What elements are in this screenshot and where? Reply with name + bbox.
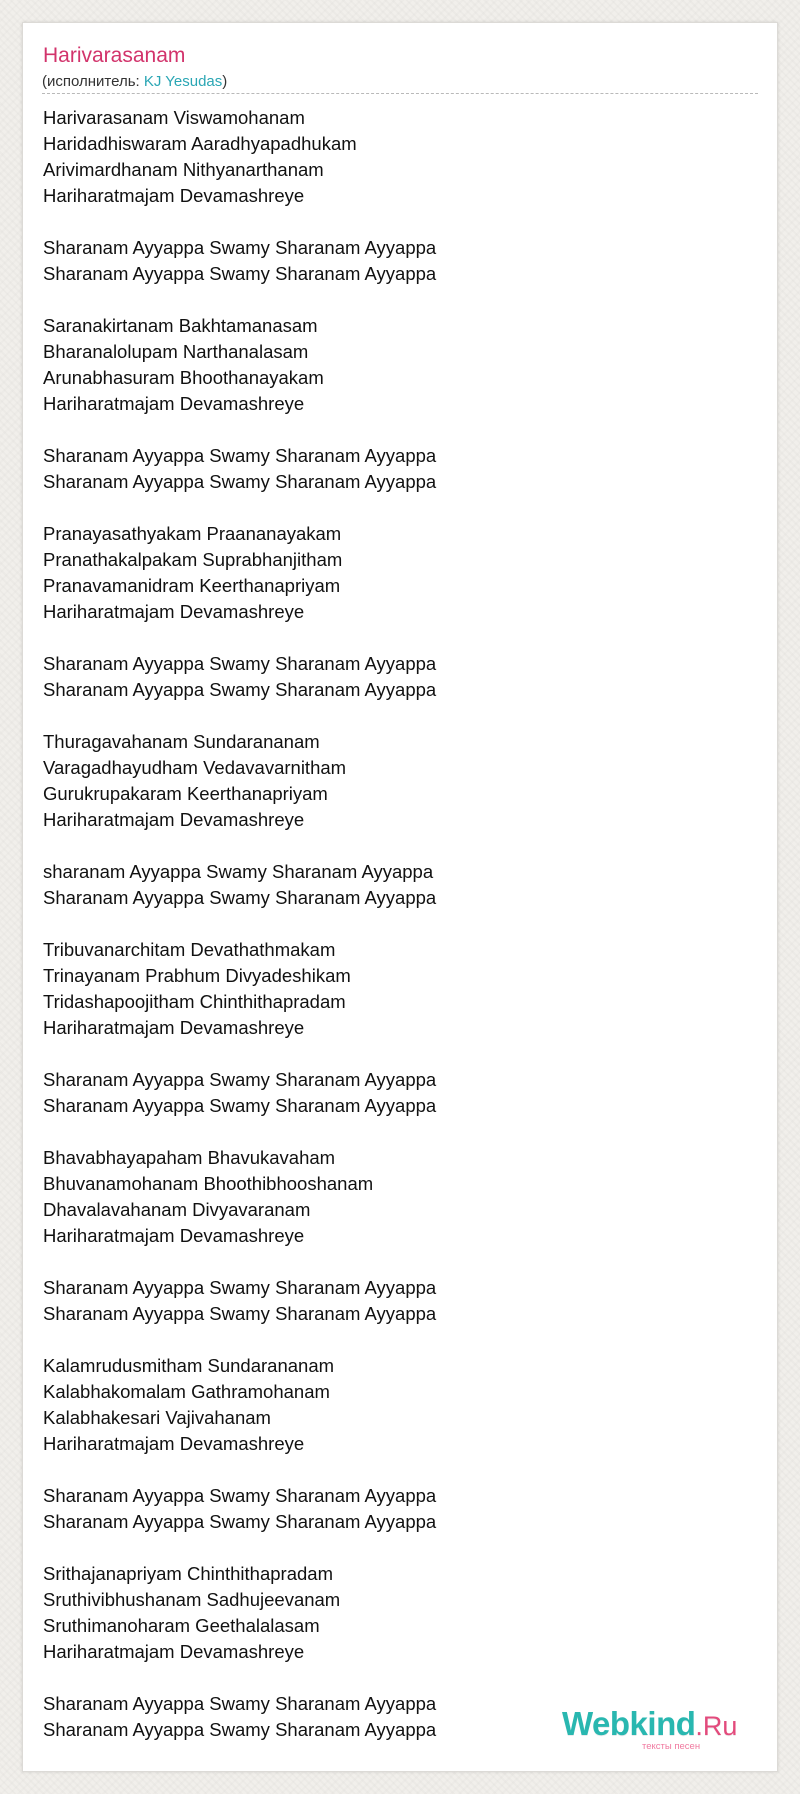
lyrics-stanza bbox=[43, 1561, 743, 1665]
lyric-line: Sruthivibhushanam Sadhujeevanam bbox=[43, 1589, 341, 1610]
lyrics-stanza bbox=[43, 1353, 743, 1457]
lyric-line: Hariharatmajam Devamashreye bbox=[43, 185, 305, 206]
lyric-line: Sharanam Ayyappa Swamy Sharanam Ayyappa bbox=[43, 1485, 437, 1506]
lyric-line: Sharanam Ayyappa Swamy Sharanam Ayyappa bbox=[43, 263, 437, 284]
lyrics-stanza bbox=[43, 1275, 743, 1327]
lyric-line: Srithajanapriyam Chinthithapradam bbox=[43, 1563, 333, 1584]
lyric-line: Hariharatmajam Devamashreye bbox=[43, 1225, 305, 1246]
lyrics-stanza bbox=[43, 1483, 743, 1535]
lyric-line: Gurukrupakaram Keerthanapriyam bbox=[43, 783, 328, 804]
lyric-line: Trinayanam Prabhum Divyadeshikam bbox=[43, 965, 351, 986]
lyrics-stanza bbox=[43, 313, 743, 417]
lyric-line: Thuragavahanam Sundarananam bbox=[43, 731, 320, 752]
lyric-line: Dhavalavahanam Divyavaranam bbox=[43, 1199, 311, 1220]
lyric-line: Tridashapoojitham Chinthithapradam bbox=[43, 991, 346, 1012]
lyrics-stanza bbox=[43, 651, 743, 703]
lyric-line: Arivimardhanam Nithyanarthanam bbox=[43, 159, 324, 180]
lyrics-stanza bbox=[43, 729, 743, 833]
lyric-line: Sruthimanoharam Geethalalasam bbox=[43, 1615, 320, 1636]
lyrics-stanza bbox=[43, 937, 743, 1041]
lyrics-stanza bbox=[43, 105, 743, 209]
lyric-line: Bhuvanamohanam Bhoothibhooshanam bbox=[43, 1173, 374, 1194]
lyric-line: Sharanam Ayyappa Swamy Sharanam Ayyappa bbox=[43, 653, 437, 674]
lyric-line: Pranavamanidram Keerthanapriyam bbox=[43, 575, 341, 596]
lyrics-stanza bbox=[43, 1067, 743, 1119]
lyric-line: Sharanam Ayyappa Swamy Sharanam Ayyappa bbox=[43, 1693, 437, 1714]
artist-link[interactable]: KJ Yesudas bbox=[143, 73, 223, 90]
performer-prefix: (исполнитель: bbox=[42, 73, 144, 90]
lyrics-card bbox=[22, 22, 778, 1772]
logo-tagline: тексты песен bbox=[642, 1741, 701, 1752]
lyrics-stanza bbox=[43, 1145, 743, 1249]
lyric-line: Sharanam Ayyappa Swamy Sharanam Ayyappa bbox=[43, 679, 437, 700]
lyric-line: Harivarasanam Viswamohanam bbox=[43, 107, 305, 128]
lyric-line: Bhavabhayapaham Bhavukavaham bbox=[43, 1147, 336, 1168]
lyric-line: Bharanalolupam Narthanalasam bbox=[43, 341, 309, 362]
lyric-line: Haridadhiswaram Aaradhyapadhukam bbox=[43, 133, 357, 154]
lyric-line: Sharanam Ayyappa Swamy Sharanam Ayyappa bbox=[43, 445, 437, 466]
lyric-line: Hariharatmajam Devamashreye bbox=[43, 1433, 305, 1454]
lyric-line: Sharanam Ayyappa Swamy Sharanam Ayyappa bbox=[43, 1303, 437, 1324]
lyric-line: Kalabhakesari Vajivahanam bbox=[43, 1407, 271, 1428]
lyric-line: Saranakirtanam Bakhtamanasam bbox=[43, 315, 318, 336]
lyric-line: Sharanam Ayyappa Swamy Sharanam Ayyappa bbox=[43, 237, 437, 258]
logo-suffix: .Ru bbox=[695, 1711, 738, 1741]
lyric-line: Hariharatmajam Devamashreye bbox=[43, 601, 305, 622]
lyric-line: Sharanam Ayyappa Swamy Sharanam Ayyappa bbox=[43, 471, 437, 492]
lyric-line: Sharanam Ayyappa Swamy Sharanam Ayyappa bbox=[43, 1277, 437, 1298]
performer-line bbox=[42, 73, 227, 91]
lyric-line: Sharanam Ayyappa Swamy Sharanam Ayyappa bbox=[43, 1511, 437, 1532]
lyric-line: Kalamrudusmitham Sundarananam bbox=[43, 1355, 335, 1376]
lyrics-text bbox=[43, 105, 743, 1769]
lyric-line: Kalabhakomalam Gathramohanam bbox=[43, 1381, 330, 1402]
logo-name: Webkind bbox=[562, 1705, 696, 1742]
lyric-line: Pranathakalpakam Suprabhanjitham bbox=[43, 549, 343, 570]
lyric-line: Arunabhasuram Bhoothanayakam bbox=[43, 367, 324, 388]
lyrics-stanza bbox=[43, 521, 743, 625]
lyric-line: Varagadhayudham Vedavavarnitham bbox=[43, 757, 347, 778]
lyric-line: sharanam Ayyappa Swamy Sharanam Ayyappa bbox=[43, 861, 434, 882]
lyric-line: Sharanam Ayyappa Swamy Sharanam Ayyappa bbox=[43, 1719, 437, 1740]
song-title: Harivarasanam bbox=[43, 44, 186, 67]
site-logo[interactable] bbox=[562, 1706, 752, 1756]
lyric-line: Hariharatmajam Devamashreye bbox=[43, 809, 305, 830]
lyric-line: Hariharatmajam Devamashreye bbox=[43, 393, 305, 414]
lyrics-stanza bbox=[43, 859, 743, 911]
lyrics-stanza bbox=[43, 235, 743, 287]
performer-suffix: ) bbox=[222, 73, 228, 90]
lyric-line: Sharanam Ayyappa Swamy Sharanam Ayyappa bbox=[43, 887, 437, 908]
lyric-line: Sharanam Ayyappa Swamy Sharanam Ayyappa bbox=[43, 1095, 437, 1116]
lyrics-stanza bbox=[43, 443, 743, 495]
logo-wordmark bbox=[562, 1706, 737, 1744]
lyric-line: Hariharatmajam Devamashreye bbox=[43, 1641, 305, 1662]
lyric-line: Sharanam Ayyappa Swamy Sharanam Ayyappa bbox=[43, 1069, 437, 1090]
lyric-line: Hariharatmajam Devamashreye bbox=[43, 1017, 305, 1038]
lyric-line: Pranayasathyakam Praananayakam bbox=[43, 523, 342, 544]
lyric-line: Tribuvanarchitam Devathathmakam bbox=[43, 939, 336, 960]
title-divider bbox=[42, 93, 758, 94]
